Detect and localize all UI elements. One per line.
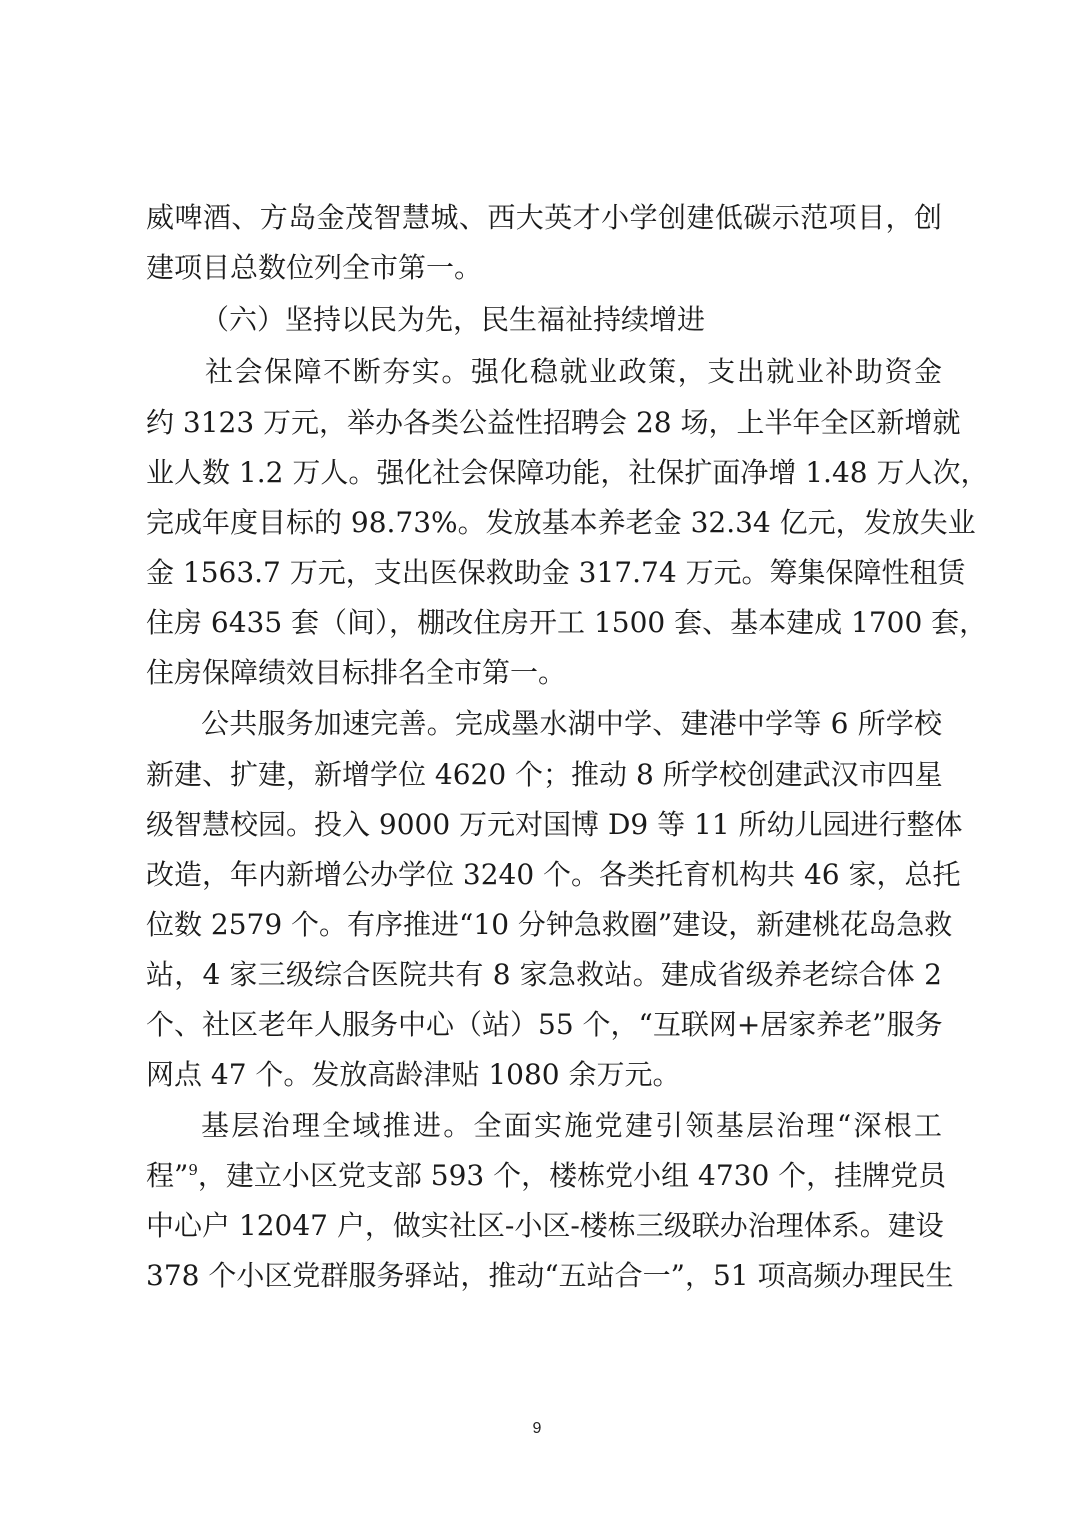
page-number: 9 <box>532 1420 542 1437</box>
body-text-line: 约 3123 万元，举办各类公益性招聘会 28 场，上半年全区新增就 <box>146 406 961 439</box>
body-text-line: 住房 6435 套（间），棚改住房开工 1500 套、基本建成 1700 套， <box>146 606 988 639</box>
body-text-line: 378 个小区党群服务驿站，推动“五站合一”，51 项高频办理民生 <box>146 1259 954 1292</box>
body-text-line: 金 1563.7 万元，支出医保救助金 317.74 万元。筹集保障性租赁 <box>146 556 966 589</box>
body-text-line: 新建、扩建，新增学位 4620 个；推动 8 所学校创建武汉市四星 <box>146 758 943 791</box>
body-text-line: 网点 47 个。发放高龄津贴 1080 余万元。 <box>146 1058 681 1091</box>
paragraph-lead: 基层治理全域推进。 <box>201 1109 474 1142</box>
paragraph-text: 全面实施党建引领基层治理“深根工 <box>473 1109 942 1142</box>
body-text-line <box>146 1156 947 1196</box>
body-text-line: 威啤酒、方岛金茂智慧城、西大英才小学创建低碳示范项目，创 <box>146 201 942 234</box>
body-text-line: 完成年度目标的 98.73%。发放基本养老金 32.34 亿元，发放失业 <box>146 506 976 539</box>
paragraph-lead: 公共服务加速完善。 <box>201 707 455 740</box>
paragraph-text: 程” <box>146 1159 189 1192</box>
paragraph-text: 完成墨水湖中学、建港中学等 6 所学校 <box>454 707 942 740</box>
body-text-line: 建项目总数位列全市第一。 <box>146 251 483 284</box>
paragraph-first-line <box>205 352 942 392</box>
section-heading: （六）坚持以民为先，民生福祉持续增进 <box>201 303 706 336</box>
body-text-line: 业人数 1.2 万人。强化社会保障功能，社保扩面净增 1.48 万人次， <box>146 456 989 489</box>
paragraph-first-line <box>201 704 942 744</box>
paragraph-first-line <box>201 1106 942 1146</box>
body-text-line: 级智慧校园。投入 9000 万元对国博 D9 等 11 所幼儿园进行整体 <box>146 808 963 841</box>
body-text-line: 站，4 家三级综合医院共有 8 家急救站。建成省级养老综合体 2 <box>146 958 942 991</box>
footnote-marker: 9 <box>188 1161 198 1179</box>
paragraph-lead: 社会保障不断夯实。 <box>205 355 471 388</box>
body-text-line: 个、社区老年人服务中心（站）55 个，“互联网+居家养老”服务 <box>146 1008 943 1041</box>
body-text-line: 住房保障绩效目标排名全市第一。 <box>146 656 567 689</box>
paragraph-text: ，建立小区党支部 593 个，楼栋党小组 4730 个，挂牌党员 <box>197 1159 947 1192</box>
body-text-line: 中心户 12047 户，做实社区-小区-楼栋三级联办治理体系。建设 <box>146 1209 944 1242</box>
paragraph-text: 强化稳就业政策，支出就业补助资金 <box>470 355 942 388</box>
body-text-line: 位数 2579 个。有序推进“10 分钟急救圈”建设，新建桃花岛急救 <box>146 908 953 941</box>
body-text-line: 改造，年内新增公办学位 3240 个。各类托育机构共 46 家，总托 <box>146 858 961 891</box>
